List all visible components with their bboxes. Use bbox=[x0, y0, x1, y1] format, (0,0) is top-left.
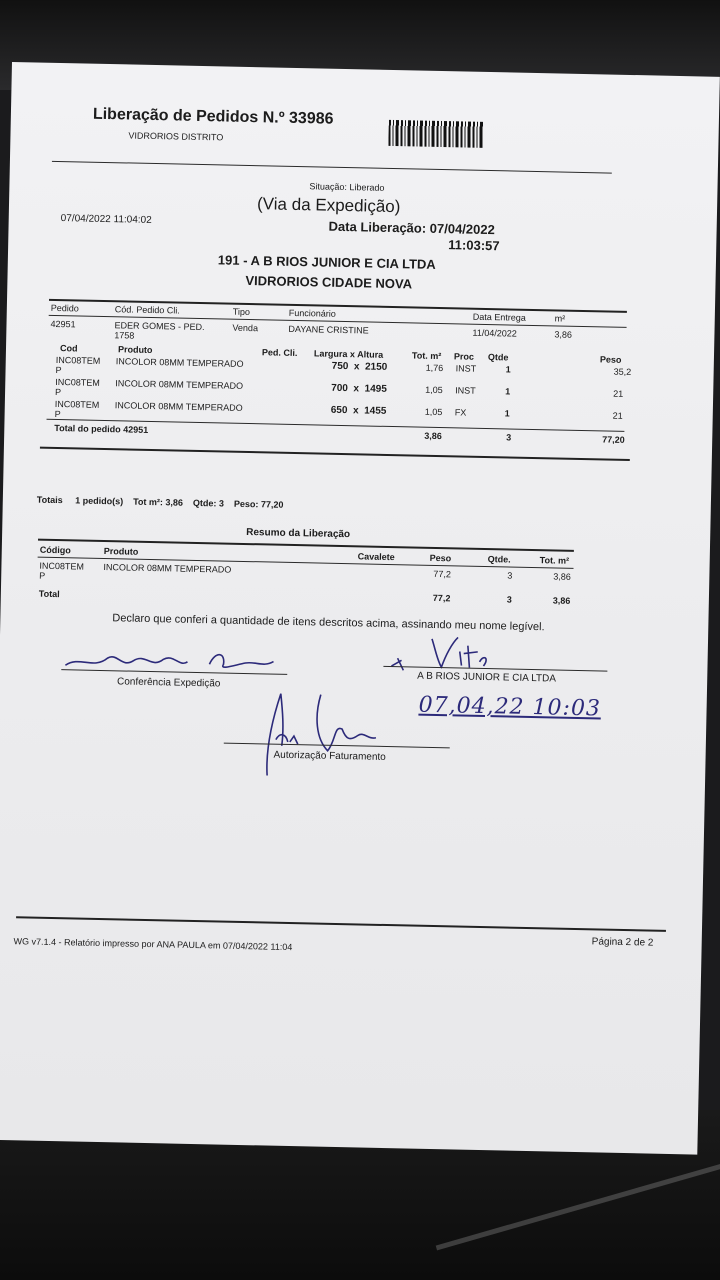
col-data-entrega: Data Entrega bbox=[472, 311, 526, 323]
order-total-label: Total do pedido 42951 bbox=[54, 422, 149, 435]
resumo-produto: INCOLOR 08MM TEMPERADO bbox=[103, 562, 232, 575]
item-cod: INC08TEM bbox=[55, 354, 101, 366]
release-time: 11:03:57 bbox=[448, 237, 500, 254]
resumo-col-produto: Produto bbox=[103, 546, 139, 557]
item-tot-m2: 1,76 bbox=[425, 362, 444, 374]
items-col-proc: Proc bbox=[453, 351, 475, 362]
via-label: (Via da Expedição) bbox=[256, 194, 401, 217]
resumo-col-tot-m2: Tot. m² bbox=[539, 555, 570, 566]
footer-left: WG v7.1.4 - Relatório impresso por ANA PAULA em 07/04/2022 11:04 bbox=[13, 936, 293, 953]
release-date: Data Liberação: 07/04/2022 bbox=[328, 218, 495, 238]
item-proc: FX bbox=[454, 407, 467, 418]
col-cod-pedido-cli: Cód. Pedido Cli. bbox=[114, 304, 180, 316]
item-qtde: 1 bbox=[505, 364, 511, 375]
divider bbox=[16, 916, 666, 932]
item-cod-2: P bbox=[54, 408, 61, 420]
order-type: Venda bbox=[232, 322, 259, 334]
order-client-ref-2: 1758 bbox=[114, 330, 135, 341]
declaration-text: Declaro que conferi a quantidade de itens descritos acima, assinando meu nome legível. bbox=[112, 612, 545, 634]
item-peso: 35,2 bbox=[613, 366, 632, 378]
item-dims: 650 x 1455 bbox=[330, 404, 387, 417]
client-store: VIDRORIOS CIDADE NOVA bbox=[245, 272, 413, 292]
status-situacao: Situação: Liberado bbox=[309, 181, 385, 193]
resumo-col-codigo: Código bbox=[39, 544, 71, 556]
item-produto: INCOLOR 08MM TEMPERADO bbox=[115, 356, 244, 369]
signature-conferencia bbox=[59, 637, 300, 682]
item-proc: INST bbox=[455, 363, 477, 374]
conferencia-label: Conferência Expedição bbox=[116, 676, 221, 690]
divider bbox=[40, 447, 630, 461]
resumo-col-qtde: Qtde. bbox=[487, 554, 511, 565]
order-total-peso: 77,20 bbox=[602, 434, 625, 445]
resumo-total-qtde: 3 bbox=[506, 594, 512, 605]
item-dims: 750 x 2150 bbox=[331, 360, 388, 373]
autorizacao-label: Autorização Faturamento bbox=[273, 749, 386, 763]
order-delivery-date: 11/04/2022 bbox=[472, 327, 517, 339]
item-produto: INCOLOR 08MM TEMPERADO bbox=[115, 378, 244, 391]
order-client-ref: EDER GOMES - PED. bbox=[114, 320, 205, 333]
items-col-produto: Produto bbox=[117, 344, 153, 356]
signature-client bbox=[383, 630, 494, 676]
client-signature-label: A B RIOS JUNIOR E CIA LTDA bbox=[417, 670, 557, 685]
item-cod-2: P bbox=[54, 386, 62, 398]
col-pedido: Pedido bbox=[50, 302, 79, 314]
resumo-total-tot-m2: 3,86 bbox=[552, 595, 571, 606]
signature-autorizacao bbox=[245, 679, 397, 782]
resumo-title: Resumo da Liberação bbox=[246, 527, 351, 541]
order-number: 42951 bbox=[50, 318, 76, 330]
order-employee: DAYANE CRISTINE bbox=[288, 323, 369, 336]
item-tot-m2: 1,05 bbox=[424, 406, 443, 418]
resumo-total-label: Total bbox=[38, 588, 60, 600]
resumo-codigo: INC08TEM bbox=[39, 560, 85, 572]
totals-line: Totais 1 pedido(s) Tot m²: 3,86 Qtde: 3 Peso: 77,20 bbox=[36, 494, 284, 510]
item-cod-2: P bbox=[55, 364, 62, 376]
order-total-qtde: 3 bbox=[506, 432, 512, 443]
item-produto: INCOLOR 08MM TEMPERADO bbox=[114, 400, 243, 413]
resumo-col-cavalete: Cavalete bbox=[357, 551, 395, 563]
document-title: Liberação de Pedidos N.º 33986 bbox=[92, 105, 334, 128]
item-qtde: 1 bbox=[505, 386, 511, 397]
items-col-peso: Peso bbox=[599, 354, 622, 365]
item-peso: 21 bbox=[612, 410, 623, 421]
items-col-dims: Largura x Altura bbox=[313, 348, 384, 360]
print-datetime: 07/04/2022 11:04:02 bbox=[60, 213, 152, 226]
item-peso: 21 bbox=[613, 388, 624, 399]
order-total-m2: 3,86 bbox=[424, 430, 442, 442]
item-proc: INST bbox=[455, 385, 476, 396]
handwritten-datetime: 07,04,22 10:03 bbox=[418, 692, 602, 722]
resumo-col-peso: Peso bbox=[429, 552, 452, 564]
col-funcionario: Funcionário bbox=[288, 307, 336, 319]
item-dims: 700 x 1495 bbox=[331, 382, 387, 395]
document-subtitle: VIDRORIOS DISTRITO bbox=[128, 130, 224, 143]
barcode bbox=[388, 120, 484, 148]
divider bbox=[52, 161, 612, 174]
document-page bbox=[0, 62, 720, 1155]
items-col-cod: Cod bbox=[59, 343, 78, 354]
col-m2: m² bbox=[554, 313, 566, 324]
item-cod: INC08TEM bbox=[55, 376, 100, 388]
items-col-qtde: Qtde bbox=[487, 352, 509, 363]
item-qtde: 1 bbox=[504, 408, 510, 419]
resumo-qtde: 3 bbox=[507, 570, 513, 581]
item-cod: INC08TEM bbox=[54, 398, 100, 410]
resumo-peso: 77,2 bbox=[433, 568, 452, 580]
page-number: Página 2 de 2 bbox=[591, 936, 654, 949]
resumo-codigo-2: P bbox=[39, 570, 46, 581]
client-name: 191 - A B RIOS JUNIOR E CIA LTDA bbox=[217, 252, 436, 272]
items-col-ped-cli: Ped. Cli. bbox=[261, 347, 298, 359]
resumo-total-peso: 77,2 bbox=[432, 592, 451, 604]
item-tot-m2: 1,05 bbox=[425, 384, 443, 396]
resumo-tot-m2: 3,86 bbox=[553, 571, 571, 582]
order-m2: 3,86 bbox=[554, 329, 573, 340]
items-col-tot-m2: Tot. m² bbox=[411, 350, 442, 362]
col-tipo: Tipo bbox=[232, 306, 251, 318]
